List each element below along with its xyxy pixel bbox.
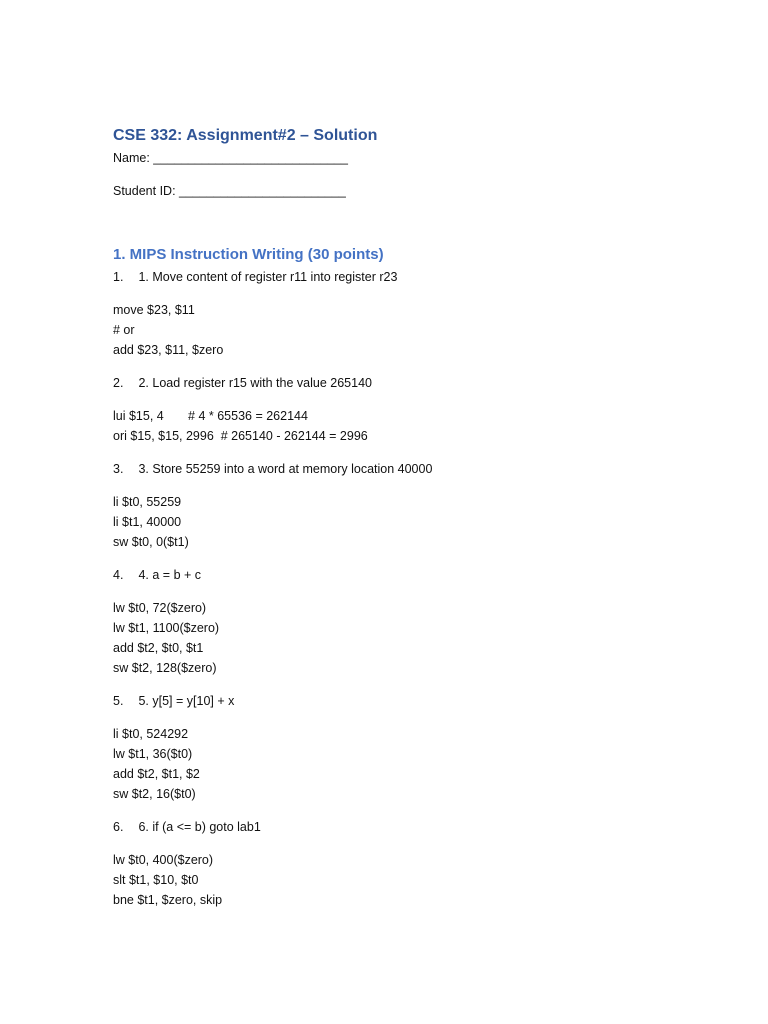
code-line: # or <box>113 323 135 337</box>
code-line: sw $t2, 16($t0) <box>113 787 196 801</box>
question-text: 3. Store 55259 into a word at memory location 40000 <box>138 462 433 476</box>
code-line: add $t2, $t0, $t1 <box>113 641 204 655</box>
question-number: 1. <box>113 270 124 284</box>
answer-code-6 <box>113 850 713 910</box>
code-line: sw $t0, 0($t1) <box>113 535 189 549</box>
answer-code-4 <box>113 598 713 678</box>
answer-code-3 <box>113 492 713 552</box>
code-line: move $23, $11 <box>113 303 195 317</box>
question-6 <box>113 817 713 837</box>
question-4 <box>113 565 713 585</box>
code-line: add $23, $11, $zero <box>113 343 224 357</box>
question-text: 1. Move content of register r11 into register r23 <box>138 270 398 284</box>
document-page <box>113 124 713 910</box>
code-line: lw $t1, 36($t0) <box>113 747 193 761</box>
code-line: li $t1, 40000 <box>113 515 182 529</box>
code-line: lw $t0, 72($zero) <box>113 601 207 615</box>
answer-code-2 <box>113 406 713 446</box>
code-line: slt $t1, $10, $t0 <box>113 873 199 887</box>
code-line: ori $15, $15, 2996 # 265140 - 262144 = 2996 <box>113 429 368 443</box>
question-text: 5. y[5] = y[10] + x <box>138 694 235 708</box>
section-heading: 1. MIPS Instruction Writing (30 points) <box>113 246 384 263</box>
code-line: lui $15, 4 # 4 * 65536 = 262144 <box>113 409 308 423</box>
question-number: 2. <box>113 376 124 390</box>
code-line: li $t0, 524292 <box>113 727 189 741</box>
code-line: lw $t0, 400($zero) <box>113 853 214 867</box>
question-text: 6. if (a <= b) goto lab1 <box>138 820 261 834</box>
code-line: sw $t2, 128($zero) <box>113 661 217 675</box>
answer-code-1 <box>113 300 713 360</box>
question-text: 2. Load register r15 with the value 265140 <box>138 376 372 390</box>
question-text: 4. a = b + c <box>138 568 202 582</box>
code-line: li $t0, 55259 <box>113 495 182 509</box>
document-title: CSE 332: Assignment#2 – Solution <box>113 127 378 144</box>
question-5 <box>113 691 713 711</box>
question-1 <box>113 267 713 287</box>
question-number: 3. <box>113 462 124 476</box>
student-id-field-line: Student ID: ________________________ <box>113 184 346 198</box>
code-line: bne $t1, $zero, skip <box>113 893 223 907</box>
question-3 <box>113 459 713 479</box>
code-line: lw $t1, 1100($zero) <box>113 621 220 635</box>
question-2 <box>113 373 713 393</box>
code-line: add $t2, $t1, $2 <box>113 767 200 781</box>
question-number: 6. <box>113 820 124 834</box>
answer-code-5 <box>113 724 713 804</box>
question-number: 4. <box>113 568 124 582</box>
question-number: 5. <box>113 694 124 708</box>
name-field-line: Name: ____________________________ <box>113 151 348 165</box>
